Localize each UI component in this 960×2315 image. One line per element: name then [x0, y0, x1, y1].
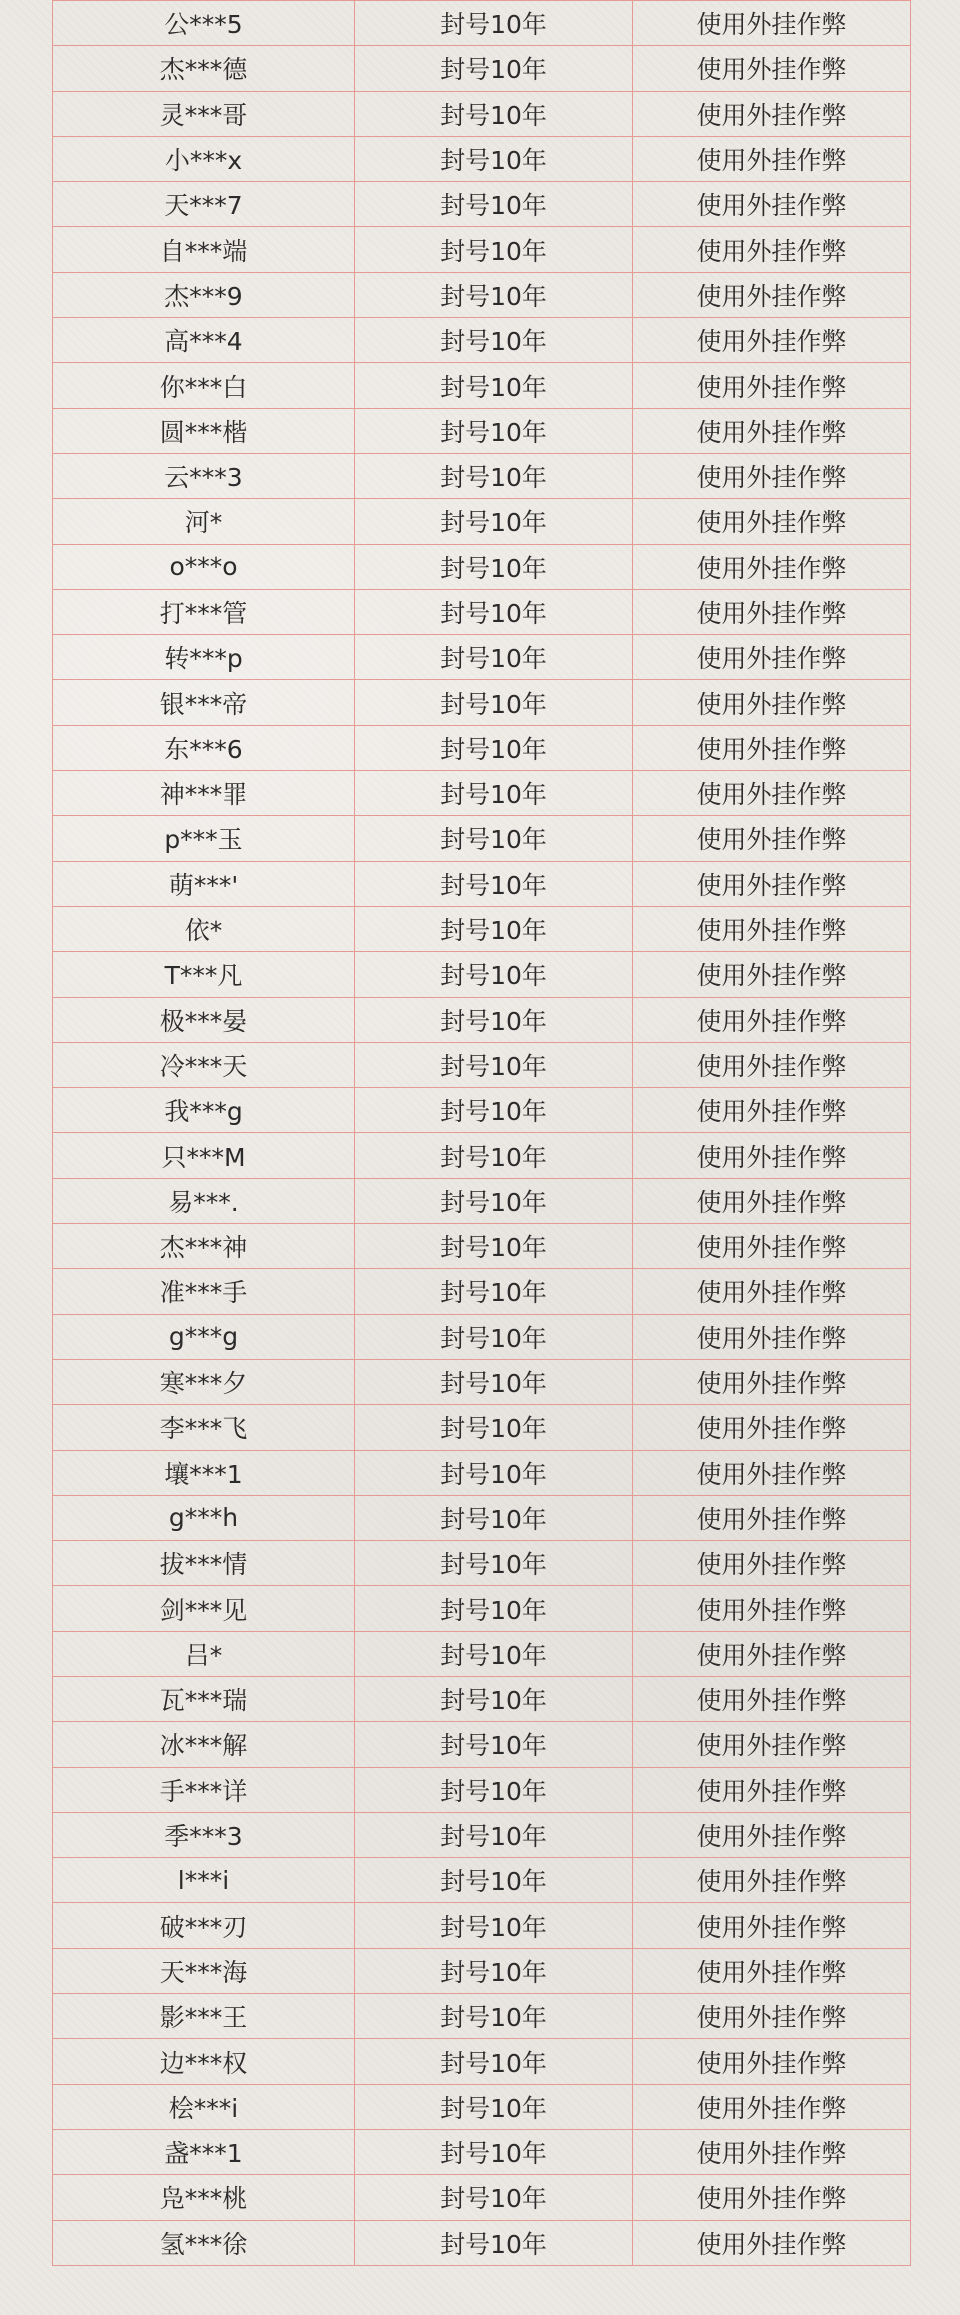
- penalty-cell: 封号10年: [355, 182, 633, 227]
- player-name-cell: 边***权: [53, 2039, 355, 2084]
- table-row: [53, 1450, 911, 1495]
- player-name-cell: 寒***夕: [53, 1359, 355, 1404]
- ban-list-body: [53, 1, 911, 2266]
- reason-cell: 使用外挂作弊: [633, 2129, 911, 2174]
- table-row: [53, 1133, 911, 1178]
- table-row: [53, 91, 911, 136]
- player-name-cell: 天***海: [53, 1948, 355, 1993]
- player-name-cell: 冷***天: [53, 1042, 355, 1087]
- reason-cell: 使用外挂作弊: [633, 1994, 911, 2039]
- reason-cell: 使用外挂作弊: [633, 771, 911, 816]
- table-row: [53, 544, 911, 589]
- player-name-cell: p***玉: [53, 816, 355, 861]
- table-row: [53, 861, 911, 906]
- player-name-cell: 我***g: [53, 1088, 355, 1133]
- table-row: [53, 906, 911, 951]
- player-name-cell: 转***p: [53, 635, 355, 680]
- penalty-cell: 封号10年: [355, 1722, 633, 1767]
- table-row: [53, 453, 911, 498]
- penalty-cell: 封号10年: [355, 1269, 633, 1314]
- player-name-cell: l***i: [53, 1858, 355, 1903]
- reason-cell: 使用外挂作弊: [633, 2084, 911, 2129]
- ban-list-container: [52, 0, 910, 2266]
- penalty-cell: 封号10年: [355, 1495, 633, 1540]
- penalty-cell: 封号10年: [355, 1586, 633, 1631]
- table-row: [53, 182, 911, 227]
- table-row: [53, 1359, 911, 1404]
- penalty-cell: 封号10年: [355, 1767, 633, 1812]
- player-name-cell: 小***x: [53, 136, 355, 181]
- penalty-cell: 封号10年: [355, 91, 633, 136]
- penalty-cell: 封号10年: [355, 1631, 633, 1676]
- penalty-cell: 封号10年: [355, 272, 633, 317]
- reason-cell: 使用外挂作弊: [633, 453, 911, 498]
- player-name-cell: 瓦***瑞: [53, 1676, 355, 1721]
- player-name-cell: 灵***哥: [53, 91, 355, 136]
- penalty-cell: 封号10年: [355, 363, 633, 408]
- reason-cell: 使用外挂作弊: [633, 1224, 911, 1269]
- penalty-cell: 封号10年: [355, 1541, 633, 1586]
- penalty-cell: 封号10年: [355, 589, 633, 634]
- penalty-cell: 封号10年: [355, 1994, 633, 2039]
- penalty-cell: 封号10年: [355, 1812, 633, 1857]
- player-name-cell: 杰***9: [53, 272, 355, 317]
- reason-cell: 使用外挂作弊: [633, 861, 911, 906]
- player-name-cell: 公***5: [53, 1, 355, 46]
- penalty-cell: 封号10年: [355, 2084, 633, 2129]
- table-row: [53, 2175, 911, 2220]
- reason-cell: 使用外挂作弊: [633, 1450, 911, 1495]
- reason-cell: 使用外挂作弊: [633, 906, 911, 951]
- table-row: [53, 136, 911, 181]
- player-name-cell: 冰***解: [53, 1722, 355, 1767]
- player-name-cell: o***o: [53, 544, 355, 589]
- penalty-cell: 封号10年: [355, 952, 633, 997]
- reason-cell: 使用外挂作弊: [633, 227, 911, 272]
- player-name-cell: 极***晏: [53, 997, 355, 1042]
- reason-cell: 使用外挂作弊: [633, 1722, 911, 1767]
- table-row: [53, 635, 911, 680]
- player-name-cell: 凫***桃: [53, 2175, 355, 2220]
- reason-cell: 使用外挂作弊: [633, 1269, 911, 1314]
- reason-cell: 使用外挂作弊: [633, 544, 911, 589]
- table-row: [53, 1314, 911, 1359]
- table-row: [53, 725, 911, 770]
- table-row: [53, 1903, 911, 1948]
- table-row: [53, 2129, 911, 2174]
- player-name-cell: g***h: [53, 1495, 355, 1540]
- table-row: [53, 1586, 911, 1631]
- table-row: [53, 1, 911, 46]
- table-row: [53, 2084, 911, 2129]
- table-row: [53, 318, 911, 363]
- penalty-cell: 封号10年: [355, 2220, 633, 2265]
- penalty-cell: 封号10年: [355, 861, 633, 906]
- player-name-cell: 季***3: [53, 1812, 355, 1857]
- reason-cell: 使用外挂作弊: [633, 997, 911, 1042]
- player-name-cell: 杰***德: [53, 46, 355, 91]
- table-row: [53, 1495, 911, 1540]
- penalty-cell: 封号10年: [355, 1858, 633, 1903]
- reason-cell: 使用外挂作弊: [633, 1495, 911, 1540]
- penalty-cell: 封号10年: [355, 46, 633, 91]
- player-name-cell: 吕*: [53, 1631, 355, 1676]
- reason-cell: 使用外挂作弊: [633, 2175, 911, 2220]
- player-name-cell: 高***4: [53, 318, 355, 363]
- reason-cell: 使用外挂作弊: [633, 1541, 911, 1586]
- penalty-cell: 封号10年: [355, 1314, 633, 1359]
- player-name-cell: 杰***神: [53, 1224, 355, 1269]
- player-name-cell: 自***端: [53, 227, 355, 272]
- table-row: [53, 227, 911, 272]
- table-row: [53, 589, 911, 634]
- penalty-cell: 封号10年: [355, 2039, 633, 2084]
- penalty-cell: 封号10年: [355, 1, 633, 46]
- table-row: [53, 2039, 911, 2084]
- reason-cell: 使用外挂作弊: [633, 1088, 911, 1133]
- reason-cell: 使用外挂作弊: [633, 589, 911, 634]
- penalty-cell: 封号10年: [355, 227, 633, 272]
- reason-cell: 使用外挂作弊: [633, 1767, 911, 1812]
- penalty-cell: 封号10年: [355, 771, 633, 816]
- player-name-cell: 神***罪: [53, 771, 355, 816]
- penalty-cell: 封号10年: [355, 136, 633, 181]
- player-name-cell: 圆***楷: [53, 408, 355, 453]
- reason-cell: 使用外挂作弊: [633, 680, 911, 725]
- reason-cell: 使用外挂作弊: [633, 1178, 911, 1223]
- penalty-cell: 封号10年: [355, 1405, 633, 1450]
- reason-cell: 使用外挂作弊: [633, 1314, 911, 1359]
- penalty-cell: 封号10年: [355, 1088, 633, 1133]
- player-name-cell: 依*: [53, 906, 355, 951]
- penalty-cell: 封号10年: [355, 1676, 633, 1721]
- reason-cell: 使用外挂作弊: [633, 1631, 911, 1676]
- table-row: [53, 408, 911, 453]
- reason-cell: 使用外挂作弊: [633, 1359, 911, 1404]
- player-name-cell: 壤***1: [53, 1450, 355, 1495]
- reason-cell: 使用外挂作弊: [633, 725, 911, 770]
- reason-cell: 使用外挂作弊: [633, 136, 911, 181]
- player-name-cell: 影***王: [53, 1994, 355, 2039]
- player-name-cell: T***凡: [53, 952, 355, 997]
- player-name-cell: 云***3: [53, 453, 355, 498]
- reason-cell: 使用外挂作弊: [633, 499, 911, 544]
- penalty-cell: 封号10年: [355, 1359, 633, 1404]
- reason-cell: 使用外挂作弊: [633, 1903, 911, 1948]
- player-name-cell: 萌***': [53, 861, 355, 906]
- table-row: [53, 771, 911, 816]
- player-name-cell: 手***详: [53, 1767, 355, 1812]
- reason-cell: 使用外挂作弊: [633, 182, 911, 227]
- table-row: [53, 363, 911, 408]
- penalty-cell: 封号10年: [355, 635, 633, 680]
- reason-cell: 使用外挂作弊: [633, 816, 911, 861]
- reason-cell: 使用外挂作弊: [633, 408, 911, 453]
- player-name-cell: 河*: [53, 499, 355, 544]
- table-row: [53, 1042, 911, 1087]
- player-name-cell: 李***飞: [53, 1405, 355, 1450]
- table-row: [53, 1858, 911, 1903]
- reason-cell: 使用外挂作弊: [633, 2220, 911, 2265]
- reason-cell: 使用外挂作弊: [633, 1858, 911, 1903]
- penalty-cell: 封号10年: [355, 906, 633, 951]
- table-row: [53, 1948, 911, 1993]
- penalty-cell: 封号10年: [355, 544, 633, 589]
- table-row: [53, 1541, 911, 1586]
- table-row: [53, 1676, 911, 1721]
- table-row: [53, 1722, 911, 1767]
- penalty-cell: 封号10年: [355, 816, 633, 861]
- reason-cell: 使用外挂作弊: [633, 1676, 911, 1721]
- penalty-cell: 封号10年: [355, 2129, 633, 2174]
- penalty-cell: 封号10年: [355, 453, 633, 498]
- penalty-cell: 封号10年: [355, 2175, 633, 2220]
- player-name-cell: g***g: [53, 1314, 355, 1359]
- penalty-cell: 封号10年: [355, 1042, 633, 1087]
- player-name-cell: 氢***徐: [53, 2220, 355, 2265]
- player-name-cell: 剑***见: [53, 1586, 355, 1631]
- table-row: [53, 2220, 911, 2265]
- player-name-cell: 拔***情: [53, 1541, 355, 1586]
- table-row: [53, 997, 911, 1042]
- table-row: [53, 272, 911, 317]
- player-name-cell: 只***M: [53, 1133, 355, 1178]
- penalty-cell: 封号10年: [355, 997, 633, 1042]
- reason-cell: 使用外挂作弊: [633, 1586, 911, 1631]
- penalty-cell: 封号10年: [355, 1224, 633, 1269]
- penalty-cell: 封号10年: [355, 680, 633, 725]
- table-row: [53, 1812, 911, 1857]
- table-row: [53, 1994, 911, 2039]
- table-row: [53, 1224, 911, 1269]
- penalty-cell: 封号10年: [355, 1948, 633, 1993]
- player-name-cell: 准***手: [53, 1269, 355, 1314]
- player-name-cell: 银***帝: [53, 680, 355, 725]
- reason-cell: 使用外挂作弊: [633, 1948, 911, 1993]
- reason-cell: 使用外挂作弊: [633, 46, 911, 91]
- table-row: [53, 46, 911, 91]
- table-row: [53, 1269, 911, 1314]
- player-name-cell: 盏***1: [53, 2129, 355, 2174]
- player-name-cell: 天***7: [53, 182, 355, 227]
- table-row: [53, 1405, 911, 1450]
- reason-cell: 使用外挂作弊: [633, 1405, 911, 1450]
- reason-cell: 使用外挂作弊: [633, 1, 911, 46]
- table-row: [53, 816, 911, 861]
- penalty-cell: 封号10年: [355, 499, 633, 544]
- table-row: [53, 1767, 911, 1812]
- player-name-cell: 东***6: [53, 725, 355, 770]
- reason-cell: 使用外挂作弊: [633, 1133, 911, 1178]
- ban-list-table: [52, 0, 911, 2266]
- reason-cell: 使用外挂作弊: [633, 318, 911, 363]
- penalty-cell: 封号10年: [355, 408, 633, 453]
- penalty-cell: 封号10年: [355, 1133, 633, 1178]
- player-name-cell: 你***白: [53, 363, 355, 408]
- reason-cell: 使用外挂作弊: [633, 91, 911, 136]
- penalty-cell: 封号10年: [355, 1450, 633, 1495]
- table-row: [53, 1088, 911, 1133]
- table-row: [53, 952, 911, 997]
- player-name-cell: 打***管: [53, 589, 355, 634]
- penalty-cell: 封号10年: [355, 1178, 633, 1223]
- player-name-cell: 易***.: [53, 1178, 355, 1223]
- player-name-cell: 破***刃: [53, 1903, 355, 1948]
- table-row: [53, 1178, 911, 1223]
- reason-cell: 使用外挂作弊: [633, 635, 911, 680]
- penalty-cell: 封号10年: [355, 318, 633, 363]
- reason-cell: 使用外挂作弊: [633, 2039, 911, 2084]
- player-name-cell: 桧***i: [53, 2084, 355, 2129]
- reason-cell: 使用外挂作弊: [633, 952, 911, 997]
- table-row: [53, 1631, 911, 1676]
- penalty-cell: 封号10年: [355, 725, 633, 770]
- penalty-cell: 封号10年: [355, 1903, 633, 1948]
- reason-cell: 使用外挂作弊: [633, 272, 911, 317]
- reason-cell: 使用外挂作弊: [633, 363, 911, 408]
- reason-cell: 使用外挂作弊: [633, 1042, 911, 1087]
- reason-cell: 使用外挂作弊: [633, 1812, 911, 1857]
- table-row: [53, 680, 911, 725]
- table-row: [53, 499, 911, 544]
